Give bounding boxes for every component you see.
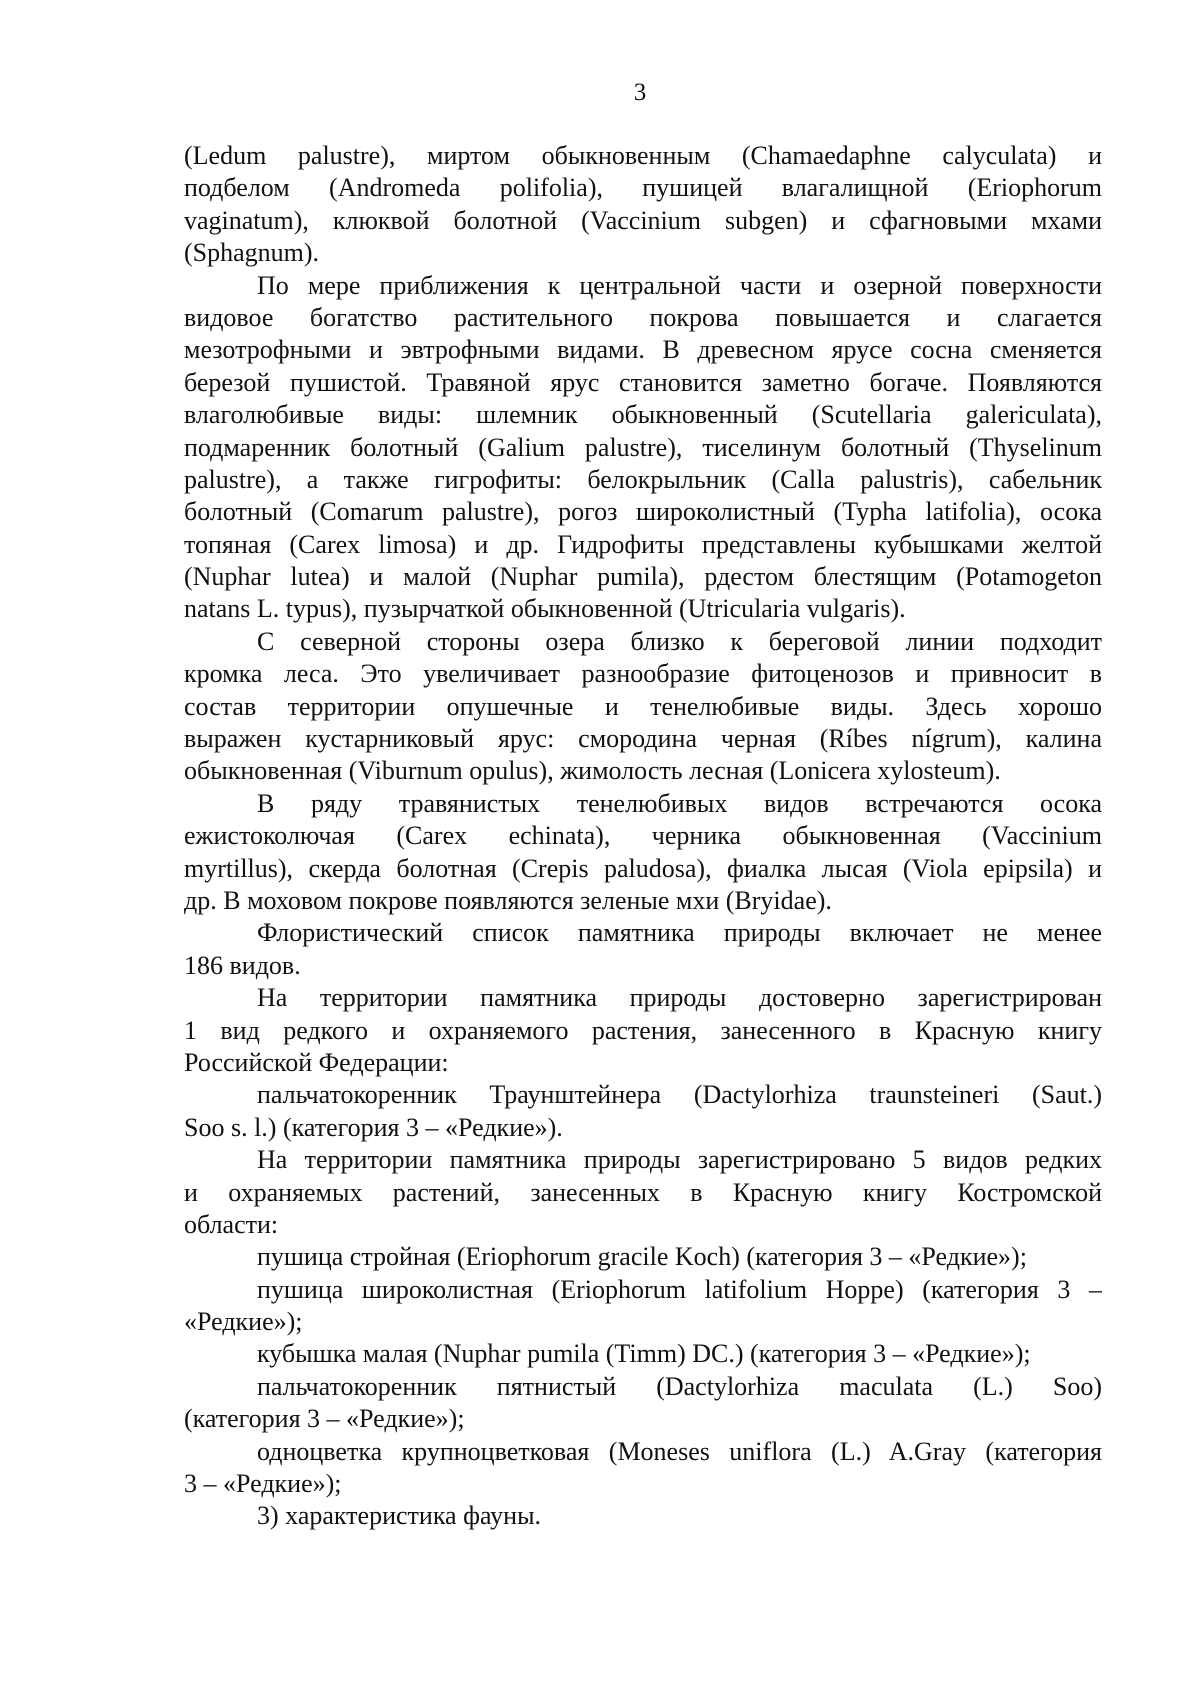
text-line: выражен кустарниковый ярус: смородина черная (Ríbes nígrum), калина — [184, 724, 1102, 754]
text-line: natans L. typus), пузырчаткой обыкновенной (Utricularia vulgaris). — [184, 594, 906, 624]
text-line: одноцветка крупноцветковая (Moneses uniflora (L.) A.Gray (категория — [257, 1436, 1102, 1466]
text-line: болотный (Comarum palustre), рогоз широколистный (Typha latifolia), осока — [184, 497, 1102, 527]
text-line: (Ledum palustre), миртом обыкновенным (Chamaedaphne calyculata) и — [184, 141, 1102, 170]
text-line: кубышка малая (Nuphar pumila (Timm) DC.) (категория 3 – «Редкие»); — [257, 1339, 1031, 1369]
text-line: кромка леса. Это увеличивает разнообразие фитоценозов и привносит в — [184, 659, 1102, 689]
text-line: видовое богатство растительного покрова повышается и слагается — [184, 302, 1102, 332]
text-line: пальчатокоренник пятнистый (Dactylorhiza maculata (L.) Soo) — [257, 1371, 1102, 1401]
text-line: влаголюбивые виды: шлемник обыкновенный (Scutellaria galericulata), — [184, 400, 1102, 430]
text-line: (Nuphar lutea) и малой (Nuphar pumila), рдестом блестящим (Potamogeton — [184, 562, 1102, 592]
text-line: подбелом (Andromeda polifolia), пушицей влагалищной (Eriophorum — [184, 173, 1102, 203]
text-line: vaginatum), клюквой болотной (Vaccinium subgen) и сфагновыми мхами — [184, 205, 1102, 235]
text-line: В ряду травянистых тенелюбивых видов встречаются осока — [257, 788, 1102, 818]
text-line: На территории памятника природы достоверно зарегистрирован — [257, 983, 1102, 1013]
text-line: ежистоколючая (Carex echinata), черника обыкновенная (Vaccinium — [184, 821, 1102, 851]
text-line: и охраняемых растений, занесенных в Красную книгу Костромской — [184, 1177, 1102, 1207]
text-line: Российской Федерации: — [184, 1047, 449, 1077]
text-line: (категория 3 – «Редкие»); — [184, 1404, 465, 1434]
text-line: palustre), а также гигрофиты: белокрыльник (Calla palustris), сабельник — [184, 464, 1102, 494]
text-line: пальчатокоренник Траунштейнера (Dactylorhiza traunsteineri (Saut.) — [257, 1080, 1102, 1110]
text-line: 3) характеристика фауны. — [257, 1501, 542, 1531]
page-number: 3 — [633, 79, 647, 106]
text-line: мезотрофными и эвтрофными видами. В древесном ярусе сосна сменяется — [184, 335, 1102, 365]
text-line: 3 – «Редкие»); — [184, 1469, 342, 1499]
text-line: состав территории опушечные и тенелюбивые виды. Здесь хорошо — [184, 691, 1102, 721]
text-line: myrtillus), скерда болотная (Crepis paludosa), фиалка лысая (Viola epipsila) и — [184, 853, 1102, 883]
text-line: березой пушистой. Травяной ярус становится заметно богаче. Появляются — [184, 367, 1102, 397]
document-body — [184, 140, 1102, 1533]
text-line: С северной стороны озера близко к береговой линии подходит — [257, 626, 1102, 656]
text-line: подмаренник болотный (Galium palustre), тиселинум болотный (Thyselinum — [184, 432, 1102, 462]
text-line: области: — [184, 1209, 279, 1239]
text-line: 1 вид редкого и охраняемого растения, занесенного в Красную книгу — [184, 1015, 1102, 1045]
text-line: Soo s. l.) (категория 3 – «Редкие»). — [184, 1112, 563, 1142]
text-line: обыкновенная (Viburnum opulus), жимолость лесная (Lonicera xylosteum). — [184, 756, 1001, 786]
text-line: Флористический список памятника природы включает не менее — [257, 918, 1102, 948]
text-line: др. В моховом покрове появляются зеленые мхи (Bryidae). — [184, 885, 832, 915]
text-line: По мере приближения к центральной части и озерной поверхности — [257, 270, 1102, 300]
text-line: пушица широколистная (Eriophorum latifolium Hoppe) (категория 3 – — [257, 1274, 1102, 1304]
text-line: 186 видов. — [184, 950, 301, 980]
text-line: На территории памятника природы зарегистрировано 5 видов редких — [257, 1145, 1102, 1175]
text-line: пушица стройная (Eriophorum gracile Koch) (категория 3 – «Редкие»); — [257, 1242, 1027, 1272]
text-line: топяная (Carex limosa) и др. Гидрофиты представлены кубышками желтой — [184, 529, 1102, 559]
text-line: (Sphagnum). — [184, 238, 320, 268]
text-line: «Редкие»); — [184, 1307, 303, 1337]
